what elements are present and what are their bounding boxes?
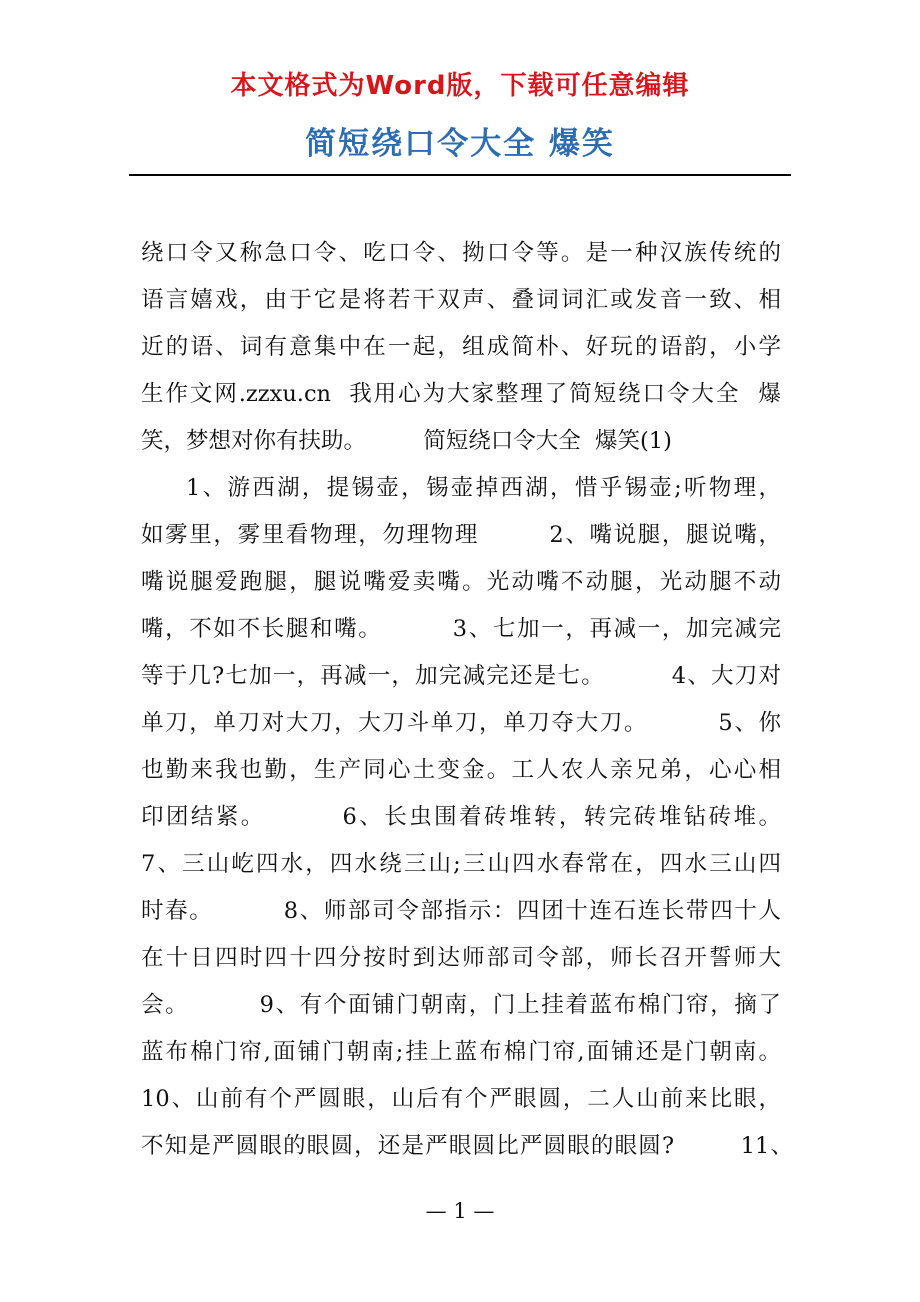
body-line: 不知是严圆眼的眼圆，还是严眼圆比严圆眼的眼圆? 11、 (141, 1133, 793, 1159)
body-line: 蓝布棉门帘,面铺门朝南;挂上蓝布棉门帘,面铺还是门朝南。 (141, 1039, 781, 1065)
body-line: 1、游西湖，提锡壶，锡壶掉西湖，惜乎锡壶;听物理， (186, 475, 781, 501)
body-line: 嘴，不如不长腿和嘴。 3、七加一，再减一，加完减完 (141, 616, 781, 642)
body-line: 绕口令又称急口令、吃口令、拗口令等。是一种汉族传统的 (141, 240, 781, 266)
document-title: 简短绕口令大全 爆笑 (305, 126, 615, 162)
document-banner: 本文格式为Word版，下载可任意编辑 (230, 71, 690, 101)
body-line: 等于几?七加一，再减一，加完减完还是七。 4、大刀对 (141, 663, 781, 689)
body-line: 单刀，单刀对大刀，大刀斗单刀，单刀夺大刀。 5、你 (141, 710, 781, 736)
body-line: 10、山前有个严圆眼，山后有个严眼圆，二人山前来比眼， (141, 1086, 781, 1112)
body-line: 时春。 8、师部司令部指示：四团十连石连长带四十人 (141, 898, 781, 924)
body-line: 生作文网.zzxu.cn 我用心为大家整理了简短绕口令大全 爆 (141, 381, 781, 407)
page-number: — 1 — (425, 1199, 495, 1223)
body-line: 7、三山屹四水，四水绕三山;三山四水春常在，四水三山四 (141, 851, 781, 877)
body-line: 印团结紧。 6、长虫围着砖堆转，转完砖堆钻砖堆。 (141, 804, 781, 830)
body-line: 也勤来我也勤，生产同心土变金。工人农人亲兄弟，心心相 (141, 757, 781, 783)
body-line: 嘴说腿爱跑腿，腿说嘴爱卖嘴。光动嘴不动腿，光动腿不动 (141, 569, 781, 595)
body-line: 在十日四时四十四分按时到达师部司令部，师长召开誓师大 (141, 945, 781, 971)
body-line: 笑，梦想对你有扶助。 简短绕口令大全 爆笑(1) (141, 428, 672, 454)
body-line: 语言嬉戏，由于它是将若干双声、叠词词汇或发音一致、相 (141, 287, 781, 313)
body-line: 近的语、词有意集中在一起，组成简朴、好玩的语韵，小学 (141, 334, 781, 360)
body-line: 如雾里，雾里看物理，勿理物理 2、嘴说腿，腿说嘴， (141, 522, 781, 548)
body-line: 会。 9、有个面铺门朝南，门上挂着蓝布棉门帘，摘了 (141, 992, 781, 1018)
title-divider (129, 174, 791, 176)
